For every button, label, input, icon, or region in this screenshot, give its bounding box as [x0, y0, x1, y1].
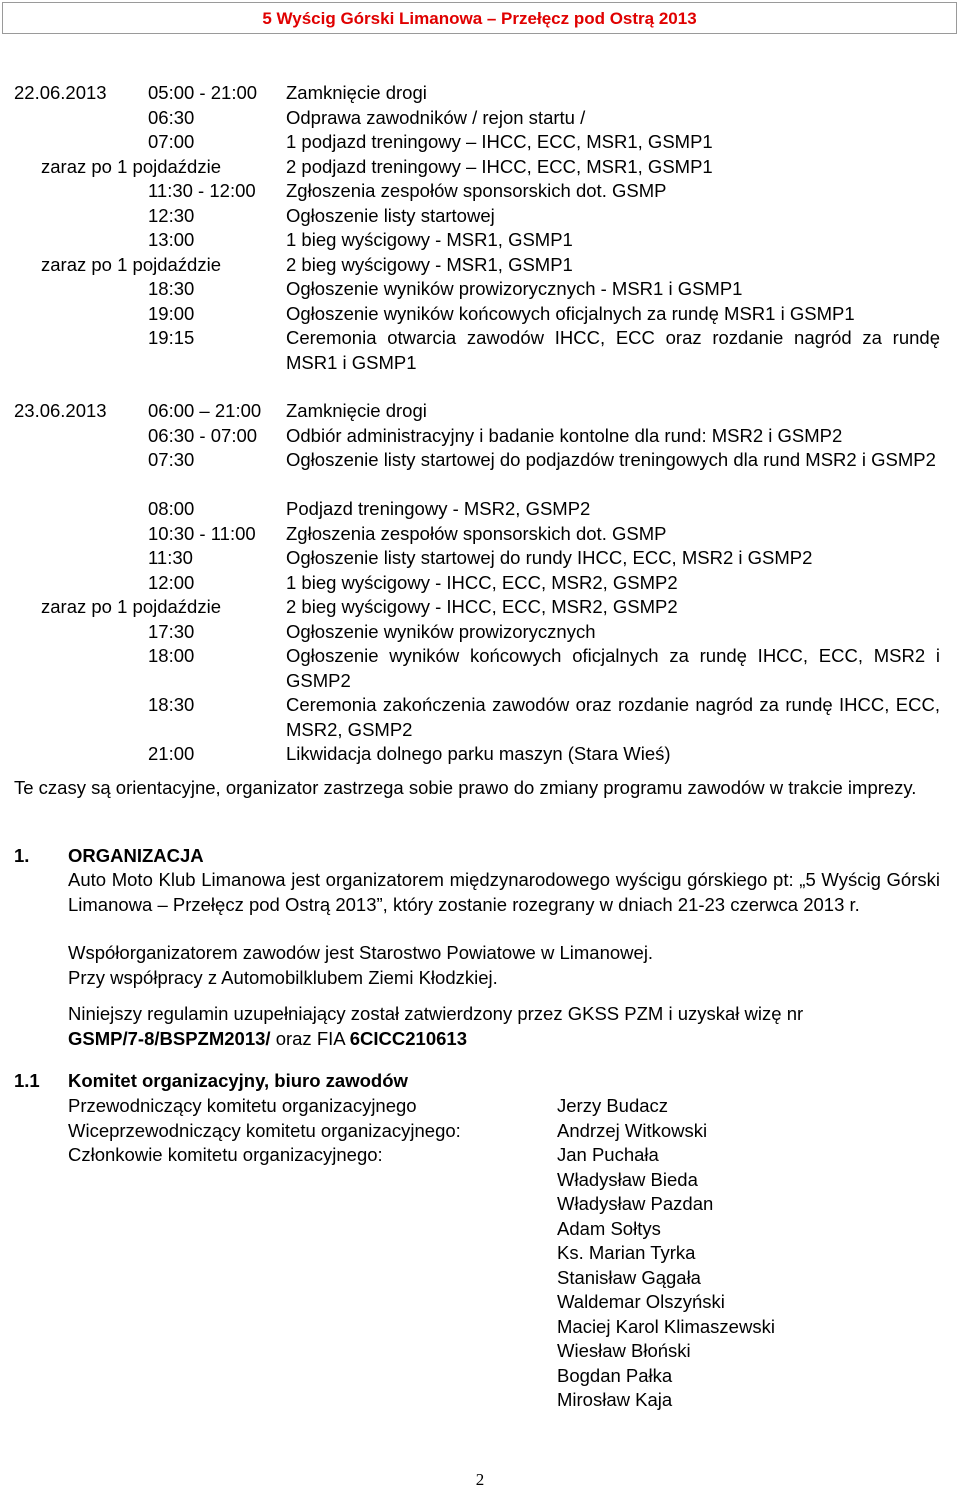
committee-row: [68, 1143, 948, 1168]
schedule-desc: Ogłoszenie wyników końcowych oficjalnych za rundę IHCC, ECC, MSR2 i GSMP2: [286, 645, 940, 691]
committee-member: Wiesław Błoński: [557, 1340, 691, 1361]
committee-list: [68, 1094, 948, 1413]
schedule-row: [0, 253, 960, 278]
schedule-time: 07:00: [148, 131, 195, 152]
schedule-row: [0, 448, 960, 497]
schedule-time: 08:00: [148, 498, 195, 519]
schedule-desc: 1 podjazd treningowy – IHCC, ECC, MSR1, GSMP1: [286, 131, 713, 152]
page-number: 2: [475, 1470, 485, 1489]
committee-member: Władysław Pazdan: [557, 1193, 714, 1214]
schedule-desc: Ogłoszenie wyników prowizorycznych: [286, 620, 596, 642]
schedule-desc: Podjazd treningowy - MSR2, GSMP2: [286, 498, 591, 519]
committee-row: [68, 1192, 948, 1217]
approval-text: Niniejszy regulamin uzupełniający został zatwierdzony przez GKSS PZM i uzyskał wizę nr: [68, 1003, 804, 1024]
schedule-time: 10:30 - 11:00: [148, 522, 256, 544]
subsection-title: Komitet organizacyjny, biuro zawodów: [68, 1070, 408, 1091]
committee-row: [68, 1315, 948, 1340]
schedule-row: [0, 302, 960, 327]
committee-role: Członkowie komitetu organizacyjnego:: [68, 1144, 383, 1165]
committee-member: Bogdan Pałka: [557, 1364, 673, 1386]
schedule-time: 19:15: [148, 327, 195, 348]
schedule-time: zaraz po 1 pojdaździe: [41, 253, 221, 275]
schedule-day-1: [0, 81, 960, 375]
schedule-time: zaraz po 1 pojdaździe: [41, 155, 221, 177]
schedule-note: Te czasy są orientacyjne, organizator zastrzega sobie prawo do zmiany programu zawodów w trakcie imprezy.: [14, 777, 917, 798]
committee-role: Wiceprzewodniczący komitetu organizacyjnego:: [68, 1119, 461, 1141]
approval-and: oraz: [275, 1027, 312, 1049]
schedule-row: [0, 620, 960, 645]
schedule-desc: Ceremonia otwarcia zawodów IHCC, ECC oraz rozdanie nagród za rundę MSR1 i GSMP1: [286, 327, 940, 373]
schedule-row: [0, 106, 960, 131]
schedule-desc: Ceremonia zakończenia zawodów oraz rozdanie nagród za rundę IHCC, ECC, MSR2, GSMP2: [286, 694, 940, 740]
committee-row: [68, 1217, 948, 1242]
header-title: 5 Wyścig Górski Limanowa – Przełęcz pod Ostrą 2013: [262, 9, 697, 28]
schedule-time: 13:00: [148, 229, 195, 250]
schedule-row: [0, 155, 960, 180]
schedule-time: 11:30: [148, 547, 193, 568]
schedule-desc: Odprawa zawodników / rejon startu /: [286, 106, 586, 128]
schedule-desc: Zamknięcie drogi: [286, 82, 427, 103]
committee-member: Władysław Bieda: [557, 1168, 698, 1190]
schedule-time: 17:30: [148, 620, 195, 642]
schedule-time: 18:30: [148, 694, 195, 715]
schedule-time: 07:30: [148, 449, 195, 470]
committee-member: Mirosław Kaja: [557, 1389, 673, 1410]
schedule-time: 12:00: [148, 571, 195, 593]
committee-row: [68, 1094, 948, 1119]
schedule-row: [0, 81, 960, 106]
schedule-row: [0, 742, 960, 767]
section-number: 1.: [14, 845, 30, 866]
section-title: ORGANIZACJA: [68, 845, 204, 866]
schedule-desc: 2 bieg wyścigowy - MSR1, GSMP1: [286, 253, 573, 275]
co-organizer-paragraph: Współorganizatorem zawodów jest Starostwo Powiatowe w Limanowej.: [68, 942, 654, 963]
schedule-desc: Ogłoszenie listy startowej do rundy IHCC, ECC, MSR2 i GSMP2: [286, 547, 813, 568]
schedule-row: [0, 571, 960, 596]
schedule-time: zaraz po 1 pojdaździe: [41, 596, 221, 617]
schedule-row: [0, 424, 960, 449]
schedule-time: 21:00: [148, 743, 195, 764]
committee-member: Waldemar Olszyński: [557, 1291, 725, 1312]
schedule-row: [0, 228, 960, 253]
approval-paragraph: [68, 1002, 940, 1051]
schedule-row: [0, 546, 960, 571]
schedule-time: 18:30: [148, 278, 195, 299]
committee-row: [68, 1119, 948, 1144]
schedule-row: [0, 204, 960, 229]
schedule-row: [0, 497, 960, 522]
schedule-row: [0, 179, 960, 204]
schedule-desc: Ogłoszenie listy startowej: [286, 204, 495, 226]
committee-member: Adam Sołtys: [557, 1217, 661, 1239]
organizer-paragraph: Auto Moto Klub Limanowa jest organizatorem międzynarodowego wyścigu górskiego pt: „5 Wyścig Górski Limanowa – Przełęcz pod Ostrą 2013”, który zostanie rozegrany w dniach 21-23 czerwca 2013 r.: [68, 869, 940, 915]
schedule-day-2: [0, 399, 960, 767]
schedule-desc: Zgłoszenia zespołów sponsorskich dot. GSMP: [286, 522, 667, 544]
page-header: [2, 2, 957, 34]
committee-row: [68, 1290, 948, 1315]
subsection-number: 1.1: [14, 1070, 40, 1091]
committee-member: Jan Puchała: [557, 1144, 659, 1165]
schedule-time: 06:00 – 21:00: [148, 400, 262, 421]
committee-row: [68, 1388, 948, 1413]
schedule-row: [0, 522, 960, 547]
committee-member: Maciej Karol Klimaszewski: [557, 1315, 775, 1337]
schedule-row: [0, 326, 960, 375]
committee-row: [68, 1241, 948, 1266]
committee-member: Stanisław Gągała: [557, 1266, 701, 1288]
schedule-desc: Likwidacja dolnego parku maszyn (Stara Wieś): [286, 743, 671, 764]
schedule-date: 23.06.2013: [14, 400, 107, 421]
schedule-row: [0, 399, 960, 424]
schedule-time: 06:30: [148, 106, 195, 128]
schedule-row: [0, 277, 960, 302]
schedule-row: [0, 693, 960, 742]
committee-role: Przewodniczący komitetu organizacyjnego: [68, 1095, 417, 1116]
schedule-desc: Odbiór administracyjny i badanie kontolne dla rund: MSR2 i GSMP2: [286, 424, 843, 446]
committee-member: Jerzy Budacz: [557, 1095, 669, 1116]
schedule-desc: Zgłoszenia zespołów sponsorskich dot. GSMP: [286, 180, 667, 201]
schedule-desc: 1 bieg wyścigowy - IHCC, ECC, MSR2, GSMP2: [286, 571, 678, 593]
schedule-desc: 2 podjazd treningowy – IHCC, ECC, MSR1, GSMP1: [286, 155, 713, 177]
committee-member: Ks. Marian Tyrka: [557, 1242, 696, 1263]
schedule-time: 19:00: [148, 302, 195, 324]
schedule-desc: 2 bieg wyścigowy - IHCC, ECC, MSR2, GSMP2: [286, 596, 678, 617]
schedule-time: 11:30 - 12:00: [148, 180, 256, 201]
fia-number: 6CICC210613: [349, 1027, 467, 1049]
schedule-desc: Ogłoszenie wyników prowizorycznych - MSR1 i GSMP1: [286, 278, 743, 299]
committee-row: [68, 1168, 948, 1193]
schedule-row: [0, 595, 960, 620]
committee-row: [68, 1266, 948, 1291]
schedule-time: 05:00 - 21:00: [148, 82, 258, 103]
schedule-time: 12:30: [148, 204, 195, 226]
schedule-time: 06:30 - 07:00: [148, 424, 258, 446]
schedule-desc: Ogłoszenie listy startowej do podjazdów treningowych dla rund MSR2 i GSMP2: [286, 449, 936, 470]
schedule-date: 22.06.2013: [14, 82, 107, 103]
schedule-desc: Zamknięcie drogi: [286, 400, 427, 421]
schedule-row: [0, 644, 960, 693]
committee-member: Andrzej Witkowski: [557, 1119, 708, 1141]
visa-number: GSMP/7-8/BSPZM2013/: [68, 1027, 271, 1049]
schedule-desc: Ogłoszenie wyników końcowych oficjalnych za rundę MSR1 i GSMP1: [286, 302, 855, 324]
schedule-time: 18:00: [148, 645, 195, 666]
committee-row: [68, 1364, 948, 1389]
schedule-row: [0, 130, 960, 155]
committee-row: [68, 1339, 948, 1364]
schedule-desc: 1 bieg wyścigowy - MSR1, GSMP1: [286, 229, 573, 250]
fia-label: FIA: [316, 1027, 345, 1049]
cooperation-paragraph: Przy współpracy z Automobilklubem Ziemi Kłodzkiej.: [68, 967, 498, 988]
